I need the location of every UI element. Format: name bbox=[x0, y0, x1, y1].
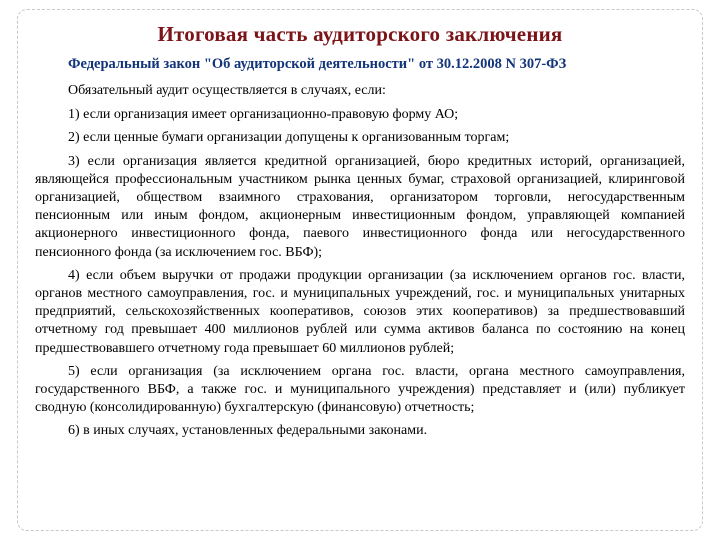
list-item-6: 6) в иных случаях, установленных федеральными законами. bbox=[68, 423, 428, 439]
list-item-4: 4) если объем выручки от продажи продукции организации (за исключением органов гос. власти, органов местного самоуправления, гос. и муниципальных учреждений, гос. и муниципальных унитарных предприятий, сельскохозяйственных кооперативов, союзов этих кооперативов) за предшествовавший отчетному год превышает 400 миллионов рублей или сумма активов баланса по состоянию на конец предшествовавшего отчетному года превышает 60 миллионов рублей; bbox=[35, 267, 685, 356]
intro-paragraph: Обязательный аудит осуществляется в случаях, если: bbox=[68, 83, 386, 98]
slide-title: Итоговая часть аудиторского заключения bbox=[157, 22, 563, 46]
list-item-2: 2) если ценные бумаги организации допущены к организованным торгам; bbox=[68, 130, 510, 146]
law-reference: Федеральный закон "Об аудиторской деятельности" от 30.12.2008 N 307-ФЗ bbox=[68, 56, 567, 72]
list-item-5: 5) если организация (за исключением органа гос. власти, органа местного самоуправления, государственного ВБФ, а также гос. и муниципального учреждения) представляет и (или) публикует сводную (консолидированную) бухгалтерскую (финансовую) отчетность; bbox=[35, 363, 685, 416]
list-item-1: 1) если организация имеет организационно-правовую форму АО; bbox=[68, 107, 459, 123]
list-item-3: 3) если организация является кредитной организацией, бюро кредитных историй, организацией, являющейся профессиональным участником рынка ценных бумаг, страховой организацией, клиринговой организацией, обществом взаимного страхования, организатором торговли, негосударственным пенсионным или иным фондом, акционерным инвестиционным фондом, управляющей компанией акционерного инвестиционного фонда, паевого инвестиционного фонда или негосударственного пенсионного фонда (за исключением гос. ВБФ); bbox=[35, 153, 685, 260]
body-text bbox=[35, 82, 685, 446]
